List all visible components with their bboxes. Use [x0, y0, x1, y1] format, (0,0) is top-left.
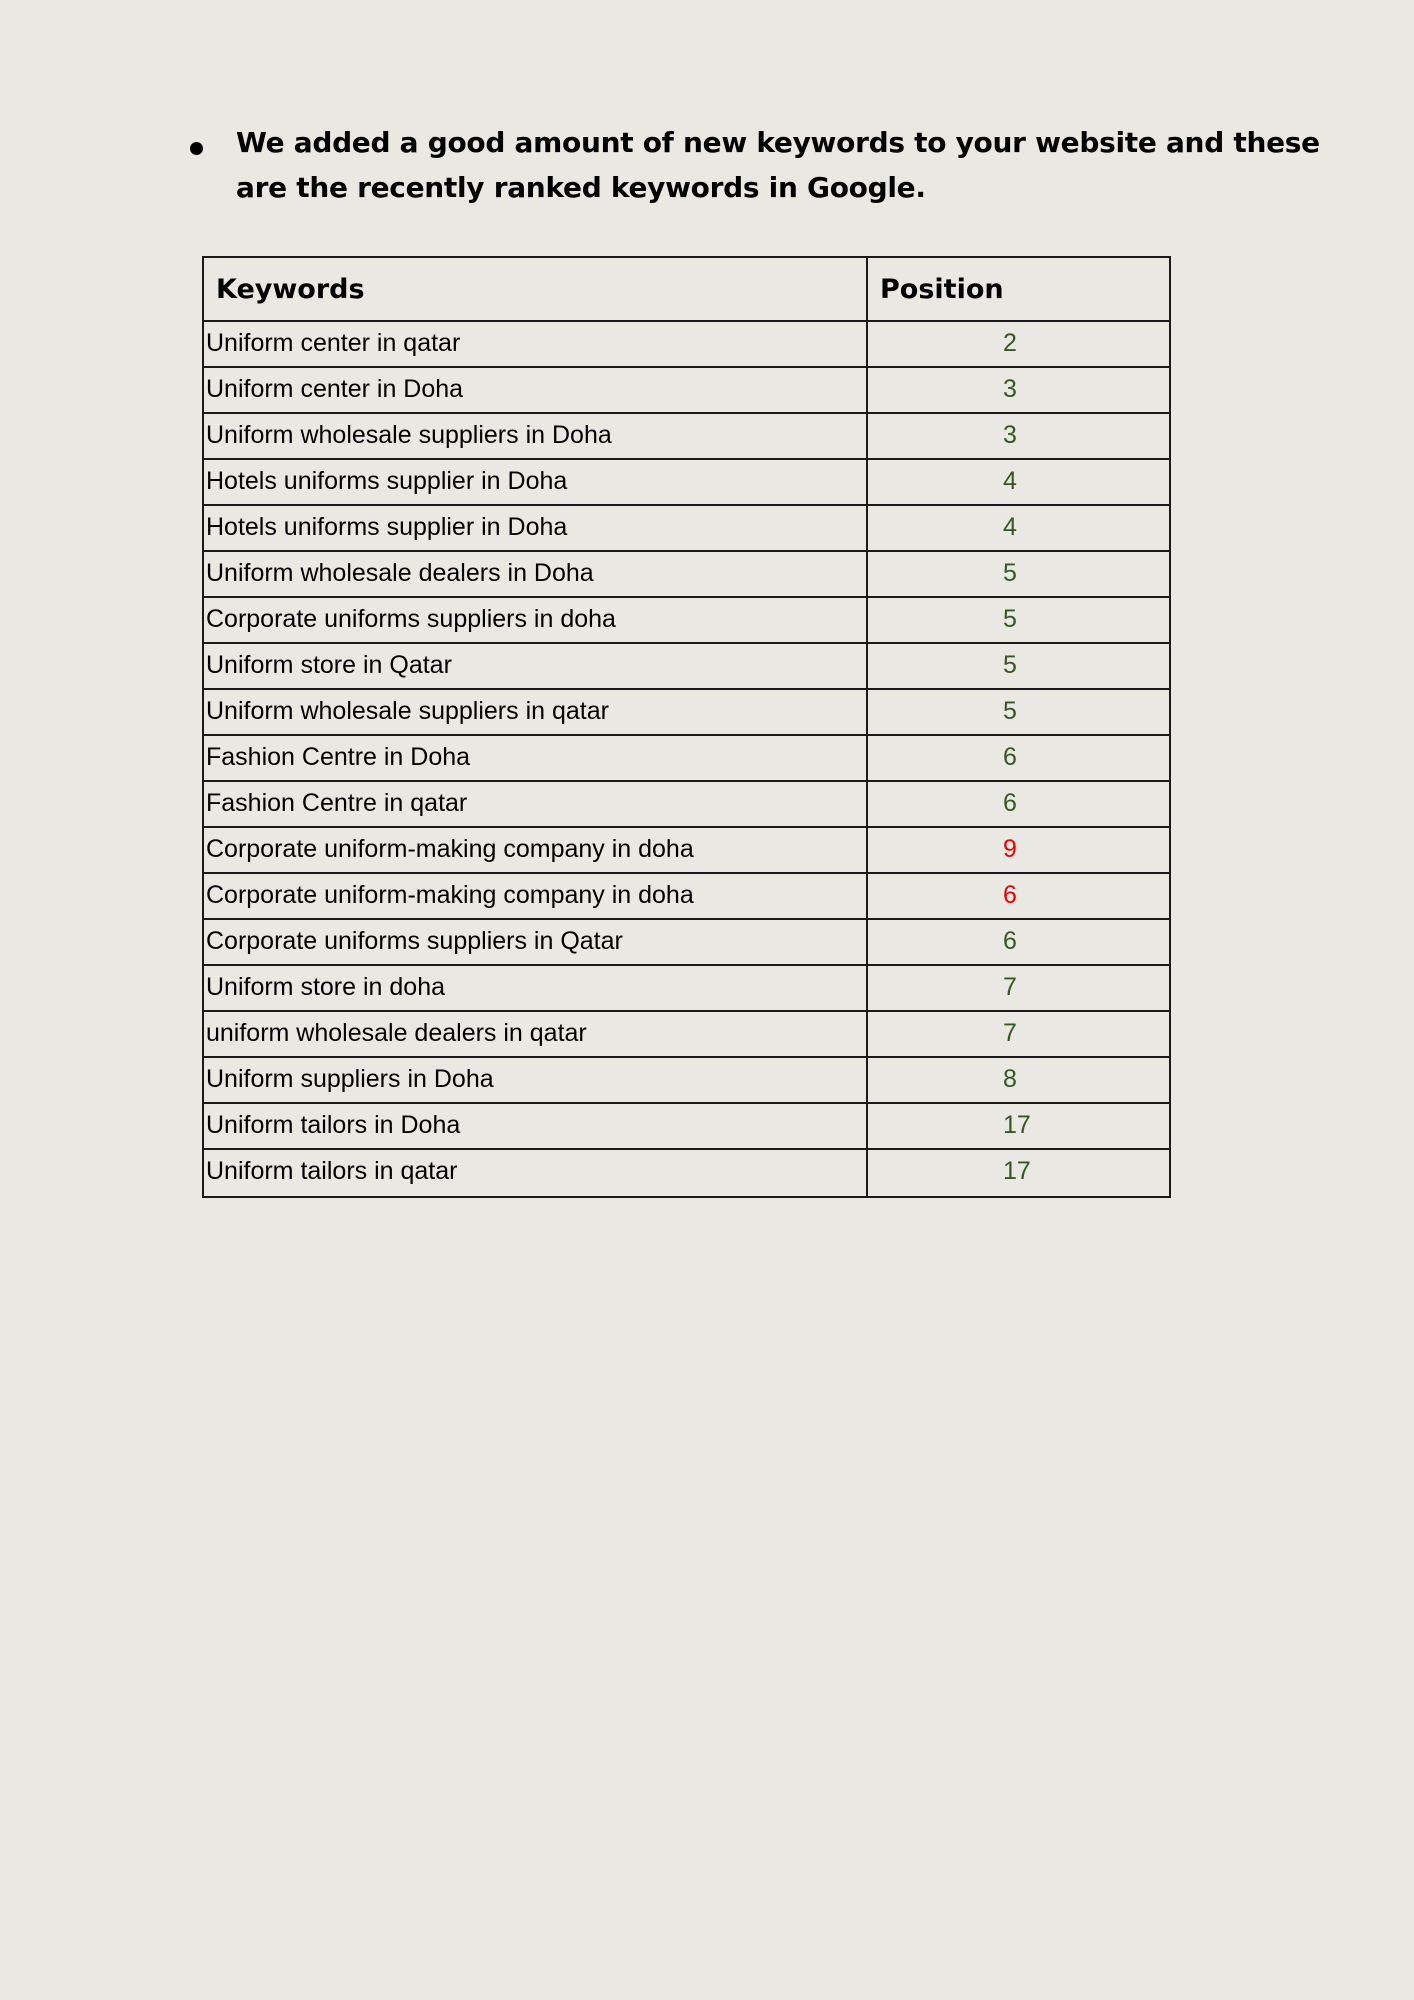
table-row: [203, 735, 1170, 781]
keyword-cell: Uniform tailors in Doha: [203, 1103, 867, 1149]
keyword-cell: Uniform wholesale dealers in Doha: [203, 551, 867, 597]
position-cell: 6: [867, 735, 1170, 781]
position-cell: 9: [867, 827, 1170, 873]
position-cell: 7: [867, 1011, 1170, 1057]
keyword-cell: Uniform center in qatar: [203, 321, 867, 367]
position-cell: 3: [867, 367, 1170, 413]
intro-bullet: [190, 120, 1340, 210]
table-row: [203, 413, 1170, 459]
keyword-cell: Hotels uniforms supplier in Doha: [203, 505, 867, 551]
table-row: [203, 505, 1170, 551]
keyword-cell: Corporate uniform-making company in doha: [203, 873, 867, 919]
position-cell: 5: [867, 597, 1170, 643]
position-cell: 6: [867, 919, 1170, 965]
table-row: [203, 1011, 1170, 1057]
position-cell: 3: [867, 413, 1170, 459]
keywords-column-header: Keywords: [203, 257, 867, 321]
bullet-icon: [190, 142, 203, 155]
position-cell: 6: [867, 873, 1170, 919]
keyword-cell: Uniform store in doha: [203, 965, 867, 1011]
table-row: [203, 827, 1170, 873]
position-cell: 7: [867, 965, 1170, 1011]
keyword-cell: Hotels uniforms supplier in Doha: [203, 459, 867, 505]
position-cell: 4: [867, 459, 1170, 505]
position-cell: 5: [867, 643, 1170, 689]
keyword-cell: Fashion Centre in qatar: [203, 781, 867, 827]
keyword-cell: Corporate uniforms suppliers in doha: [203, 597, 867, 643]
table-row: [203, 321, 1170, 367]
table-row: [203, 367, 1170, 413]
table-row: [203, 689, 1170, 735]
position-cell: 4: [867, 505, 1170, 551]
table-row: [203, 1057, 1170, 1103]
keyword-cell: uniform wholesale dealers in qatar: [203, 1011, 867, 1057]
table-row: [203, 873, 1170, 919]
position-cell: 5: [867, 689, 1170, 735]
position-cell: 8: [867, 1057, 1170, 1103]
keywords-table: [202, 256, 1171, 1198]
keyword-cell: Corporate uniforms suppliers in Qatar: [203, 919, 867, 965]
table-header-row: [203, 257, 1170, 321]
position-cell: 2: [867, 321, 1170, 367]
position-cell: 17: [867, 1103, 1170, 1149]
table-row: [203, 643, 1170, 689]
keyword-cell: Uniform center in Doha: [203, 367, 867, 413]
table-row: [203, 781, 1170, 827]
keyword-cell: Uniform wholesale suppliers in Doha: [203, 413, 867, 459]
position-cell: 6: [867, 781, 1170, 827]
table-row: [203, 597, 1170, 643]
table-row: [203, 459, 1170, 505]
keyword-cell: Corporate uniform-making company in doha: [203, 827, 867, 873]
table-row: [203, 919, 1170, 965]
keyword-cell: Fashion Centre in Doha: [203, 735, 867, 781]
position-cell: 17: [867, 1149, 1170, 1197]
keyword-cell: Uniform store in Qatar: [203, 643, 867, 689]
intro-text: We added a good amount of new keywords to your website and these are the recently ranked keywords in Google.: [236, 126, 1320, 204]
table-row: [203, 965, 1170, 1011]
keyword-cell: Uniform wholesale suppliers in qatar: [203, 689, 867, 735]
position-column-header: Position: [867, 257, 1170, 321]
table-row: [203, 1103, 1170, 1149]
keyword-cell: Uniform tailors in qatar: [203, 1149, 867, 1197]
table-row: [203, 1149, 1170, 1197]
table-row: [203, 551, 1170, 597]
position-cell: 5: [867, 551, 1170, 597]
keyword-cell: Uniform suppliers in Doha: [203, 1057, 867, 1103]
keywords-table-body: [203, 321, 1170, 1197]
